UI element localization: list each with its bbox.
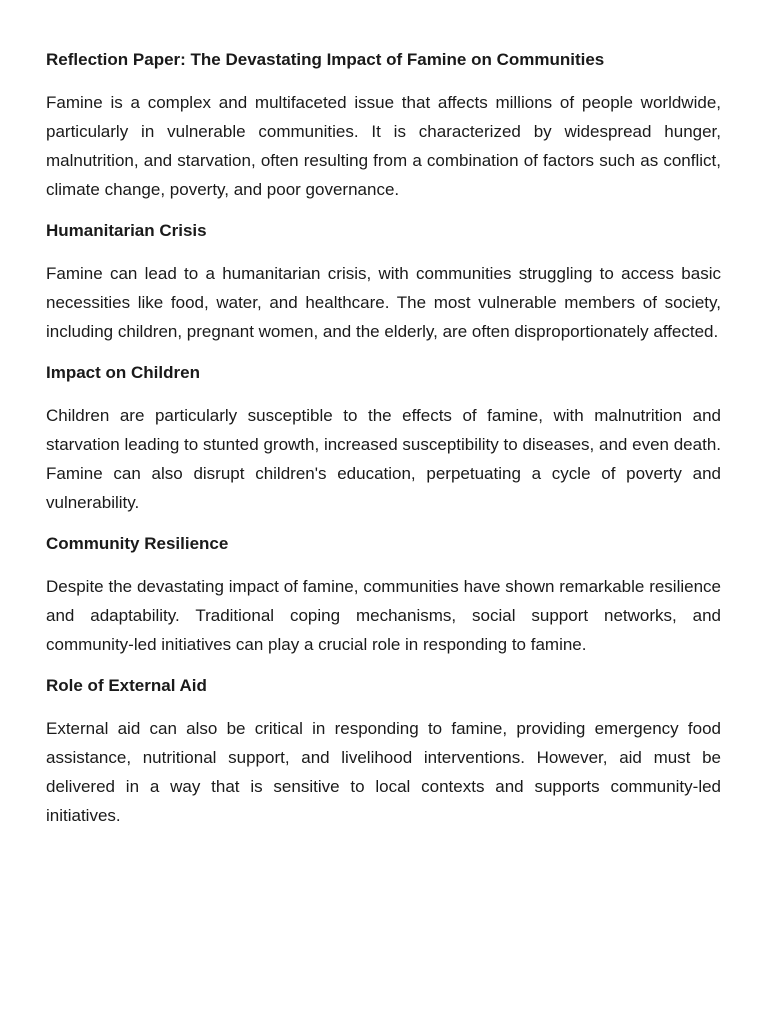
section-body-role-of-external-aid: External aid can also be critical in responding to famine, providing emergency food assistance, nutritional support, and livelihood interventions. However, aid must be delivered in a way that is sensitive to local contexts and supports community-led initiatives.: [46, 719, 721, 825]
section-body-humanitarian-crisis: Famine can lead to a humanitarian crisis, with communities struggling to access basic necessities like food, water, and healthcare. The most vulnerable members of society, including children, pregnant women, and the elderly, are often disproportionately affected.: [46, 264, 721, 341]
section-heading-role-of-external-aid: Role of External Aid: [46, 676, 207, 695]
intro-paragraph: Famine is a complex and multifaceted issue that affects millions of people worldwide, particularly in vulnerable communities. It is characterized by widespread hunger, malnutrition, and starvation, often resulting from a combination of factors such as conflict, climate change, poverty, and poor governance.: [46, 93, 721, 199]
document-page: [46, 46, 721, 843]
section-heading-humanitarian-crisis: Humanitarian Crisis: [46, 221, 207, 240]
document-title: Reflection Paper: The Devastating Impact of Famine on Communities: [46, 50, 605, 69]
section-heading-impact-on-children: Impact on Children: [46, 363, 200, 382]
section-body-impact-on-children: Children are particularly susceptible to the effects of famine, with malnutrition and starvation leading to stunted growth, increased susceptibility to diseases, and even death. Famine can also disrupt children's education, perpetuating a cycle of poverty and vulnerability.: [46, 406, 721, 512]
section-body-community-resilience: Despite the devastating impact of famine, communities have shown remarkable resilience and adaptability. Traditional coping mechanisms, social support networks, and community-led initiatives can play a crucial role in responding to famine.: [46, 577, 721, 654]
section-heading-community-resilience: Community Resilience: [46, 534, 229, 553]
